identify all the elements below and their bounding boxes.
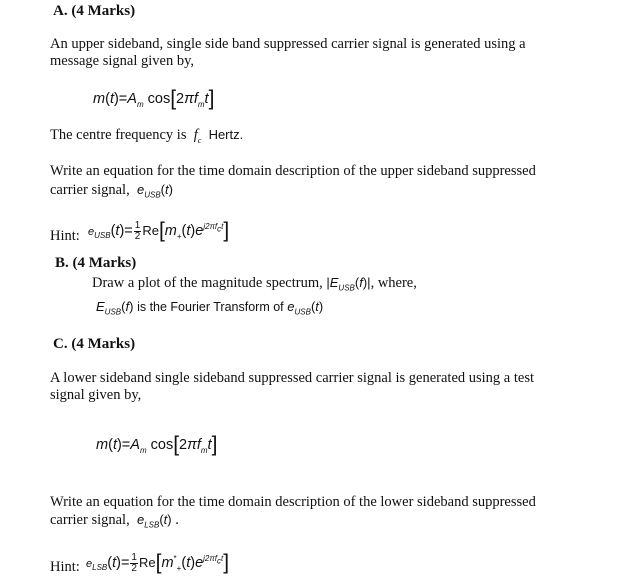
section-a-message-equation: $m(t)=A_m$ $\cos[2\pi f_mt]$	[93, 87, 215, 110]
section-c-task-line2: carrier signal, $e_{LSB}(t)$ .	[50, 512, 179, 530]
section-a-centre-frequency: The centre frequency is $f_c$ Hertz.	[50, 127, 244, 145]
section-c-intro-line2: signal given by,	[50, 387, 142, 403]
section-b-line1-suffix: , where,	[370, 275, 417, 291]
section-a-hint-label: Hint:	[50, 228, 80, 244]
section-a-task-line1: Write an equation for the time domain description of the upper sideband suppressed	[50, 163, 536, 179]
section-c-hint-label: Hint:	[50, 559, 80, 575]
section-c-intro-line1: A lower sideband single sideband suppressed carrier signal is generated using a test	[50, 370, 535, 386]
section-c-task-line1: Write an equation for the time domain description of the lower sideband suppressed	[50, 494, 536, 510]
section-c-hint-equation: $e_{LSB}(t)=$ $\frac{1}{2}$ $Re[m^*_+(t)e^{j2\pi f_ct}]$	[86, 551, 230, 574]
section-b-line1: Draw a plot of the magnitude spectrum, $|E_{USB}(f)|$, where,	[92, 275, 417, 293]
section-a-heading: A. (4 Marks)	[53, 3, 136, 19]
section-c-heading: C. (4 Marks)	[53, 336, 136, 352]
section-a-intro-line1: An upper sideband, single side band suppressed carrier signal is generated using a	[50, 36, 526, 52]
section-c-message-equation: $m(t)=A_m$ $\cos[2\pi f_mt]$	[96, 433, 218, 456]
section-b-line2: $E_{USB}(f)$ is the Fourier Transform of $e_{USB}(t)$	[96, 299, 324, 317]
section-b-heading: B. (4 Marks)	[55, 255, 137, 271]
section-a-hint-equation: $e_{USB}(t)=$ $\frac{1}{2}$ $Re[m_+(t)e^{j2\pi f_ct}]$	[88, 219, 230, 242]
section-b-line1-prefix: Draw a plot of the magnitude spectrum,	[92, 275, 323, 291]
section-b-line2-text: is the Fourier Transform of	[137, 300, 284, 314]
section-a-task-line2: carrier signal, $e_{USB}(t)$	[50, 182, 173, 200]
section-a-intro-line2: message signal given by,	[50, 53, 195, 69]
